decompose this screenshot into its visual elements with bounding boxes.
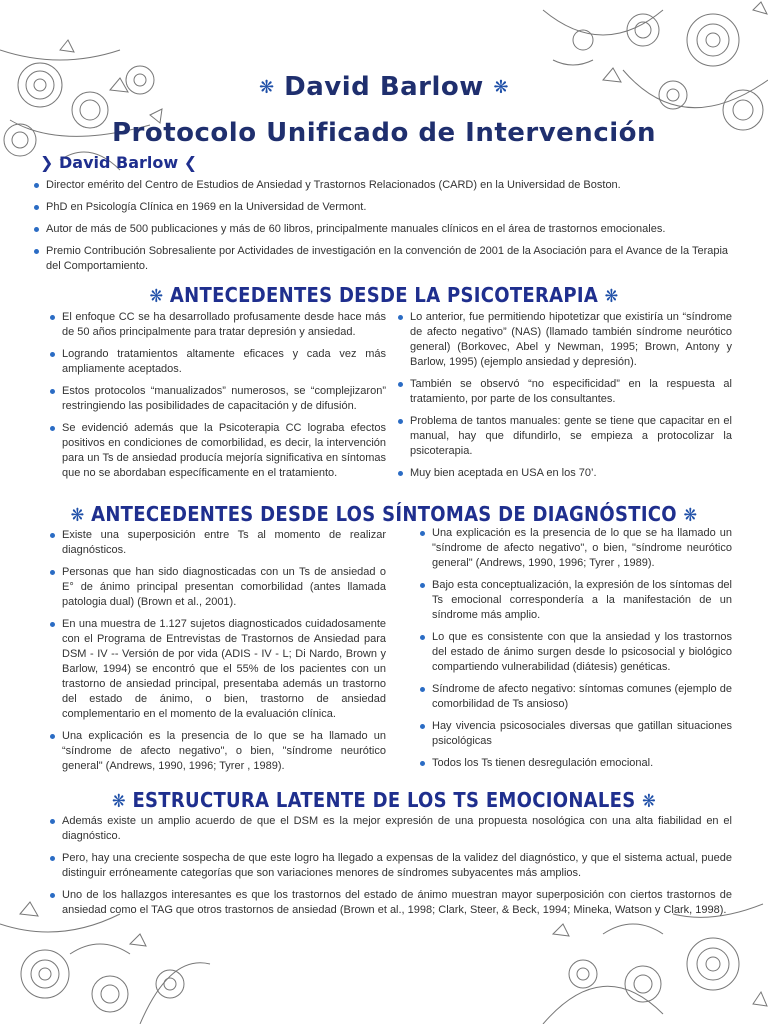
title-line-1: David Barlow	[284, 72, 484, 102]
list-item: Problema de tantos manuales: gente se tiene que capacitar en el manual, hay que difundirlo, se empieza a protocolizar la psicoterapia.	[396, 414, 732, 459]
list-item: PhD en Psicología Clínica en 1969 en la Universidad de Vermont.	[32, 200, 732, 215]
floral-ornament-icon: ❋	[493, 77, 509, 98]
list-item: Muy bien aceptada en USA en los 70’.	[396, 466, 732, 481]
list-item: En una muestra de 1.127 sujetos diagnosticados cuidadosamente con el Programa de Entrevistas de Trastornos de Ansiedad para DSM - IV -- Versión de por vida (ADIS - IV - L; Di Nardo, Brown y Barlow, 1994) se encontró que el 55% de los pacientes con un trastorno de ansiedad principal, presentaba además un trastorno del estado de ánimo, o bien, trastorno de ansiedad complementario en el momento de la evaluación clínica.	[48, 617, 386, 722]
list-item: Hay vivencia psicosociales diversas que gatillan situaciones psicológicas	[418, 719, 732, 749]
floral-ornament-icon: ❋	[259, 77, 275, 98]
list-item: También se observó “no especificidad” en la respuesta al tratamiento, por parte de los consultantes.	[396, 377, 732, 407]
list-item: Logrando tratamientos altamente eficaces y cada vez más ampliamente aceptados.	[48, 347, 386, 377]
section-heading-psicoterapia: ❋ ANTECEDENTES DESDE LA PSICOTERAPIA ❋	[149, 283, 619, 307]
floral-ornament-icon: ❋	[112, 791, 126, 812]
floral-ornament-icon: ❋	[149, 286, 164, 307]
list-item: Se evidenció además que la Psicoterapia CC lograba efectos positivos en condiciones de comorbilidad, es decir, la intervención para un Ts de ansiedad producía mejoría significativa en síntomas que no se abordaban específicamente en el tratamiento.	[48, 421, 386, 481]
estructura-list	[48, 814, 732, 925]
list-item: El enfoque CC se ha desarrollado profusamente desde hace más de 50 años principalmente para tratar depresión y ansiedad.	[48, 310, 386, 340]
arrow-ornament-icon: ❯	[40, 153, 54, 172]
list-item: Estos protocolos “manualizados” numerosos, se “complejizaron” restringiendo las posibilidades de capacitación y de difusión.	[48, 384, 386, 414]
section-heading-estructura: ❋ ESTRUCTURA LATENTE DE LOS TS EMOCIONALES ❋	[112, 788, 656, 812]
list-item: Autor de más de 500 publicaciones y más de 60 libros, principalmente manuales clínicos en el área de trastornos emocionales.	[32, 222, 732, 237]
list-item: Síndrome de afecto negativo: síntomas comunes (ejemplo de comorbilidad de Ts ansioso)	[418, 682, 732, 712]
floral-ornament-icon: ❋	[604, 286, 619, 307]
floral-ornament-icon: ❋	[70, 505, 85, 526]
list-item: Lo que es consistente con que la ansiedad y los trastornos del estado de ánimo surgen desde lo psicosocial y biológico compartiendo vulnerabilidad (diátesis) genéticas.	[418, 630, 732, 675]
list-item: Pero, hay una creciente sospecha de que este logro ha llegado a expensas de la validez del diagnóstico, y que el sistema actual, puede distinguir erróneamente categorías que son variaciones menores de síndromes subyacentes más amplios.	[48, 851, 732, 881]
list-item: Todos los Ts tienen desregulación emocional.	[418, 756, 732, 771]
arrow-ornament-icon: ❮	[183, 153, 198, 172]
list-item: Además existe un amplio acuerdo de que el DSM es la mejor expresión de una propuesta nosológica con una alta fiabilidad en el diagnóstico.	[48, 814, 732, 844]
psicoterapia-right-list	[396, 310, 732, 488]
list-item: Uno de los hallazgos interesantes es que los trastornos del estado de ánimo muestran mayor superposición con ciertos trastornos de ansiedad como el TAG que otros trastornos de ansiedad (Brown et al., 1998; Clark, Steer, & Beck, 1994; Mineka, Watson y Clark, 1998).	[48, 888, 732, 918]
floral-ornament-icon: ❋	[683, 505, 698, 526]
list-item: Director emérito del Centro de Estudios de Ansiedad y Trastornos Relacionados (CARD) en la Universidad de Boston.	[32, 178, 732, 193]
list-item: Premio Contribución Sobresaliente por Actividades de investigación en la convención de 2001 de la Asociación para el Avance de la Terapia del Comportamiento.	[32, 244, 732, 274]
page-subtitle: Protocolo Unificado de Intervención	[111, 118, 657, 148]
list-item: Una explicación es la presencia de lo que se ha llamado un "síndrome de afecto negativo", o bien, "síndrome neurótico general" (Andrews, 1990, 1996; Tyrer , 1989).	[418, 526, 732, 571]
list-item: Una explicación es la presencia de lo que se ha llamado un “síndrome de afecto negativo", o bien, "síndrome neurótico general" (Andrews, 1990, 1996; Tyrer , 1989).	[48, 729, 386, 774]
bio-list	[32, 178, 732, 281]
list-item: Bajo esta conceptualización, la expresión de los síntomas del Ts emocional correspondería a la manifestación de un síndrome más amplio.	[418, 578, 732, 623]
diagnostico-right-list	[418, 526, 732, 778]
diagnostico-left-list	[48, 528, 386, 781]
list-item: Lo anterior, fue permitiendo hipotetizar que existiría un “síndrome de afecto negativo” (NAS) (llamado también síndrome neurótico general) (Borkovec, Abel y Newman, 1995; Brown, Antony y Barlow, 1995) (ejemplo ansiedad y depresión).	[396, 310, 732, 370]
floral-ornament-icon: ❋	[642, 791, 656, 812]
psicoterapia-left-list	[48, 310, 386, 488]
page-title	[0, 72, 768, 102]
list-item: Existe una superposición entre Ts al momento de realizar diagnósticos.	[48, 528, 386, 558]
section-heading-diagnostico: ❋ ANTECEDENTES DESDE LOS SÍNTOMAS DE DIAGNÓSTICO ❋	[70, 502, 698, 526]
bio-heading: ❯ David Barlow ❮	[40, 153, 198, 172]
list-item: Personas que han sido diagnosticadas con un Ts de ansiedad o E° de ánimo principal presentan comorbilidad (antes llamada patologia dual) (Brown et al., 2001).	[48, 565, 386, 610]
